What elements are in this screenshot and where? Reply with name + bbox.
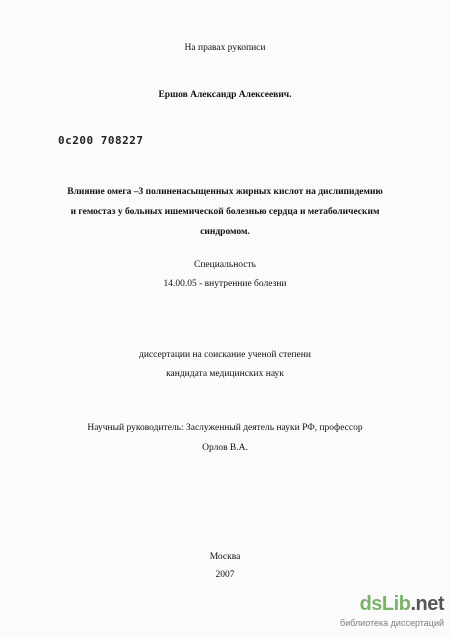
title-line-1: Влияние омега –3 полиненасыщенных жирных кислот на дислипидемию bbox=[67, 187, 383, 197]
watermark-logo-right: .net bbox=[410, 593, 444, 615]
supervisor-name: Орлов В.А. bbox=[202, 443, 248, 453]
degree-line-1: диссертации на соискание ученой степени bbox=[139, 350, 311, 360]
specialty-value: 14.00.05 - внутренние болезни bbox=[163, 279, 287, 289]
title-line-3: синдромом. bbox=[200, 227, 250, 237]
rights-line: На правах рукописи bbox=[184, 43, 266, 53]
author-name: Ершов Александр Алексеевич. bbox=[158, 90, 292, 100]
dslib-watermark bbox=[294, 593, 444, 633]
degree-line-2: кандидата медицинских наук bbox=[166, 369, 284, 379]
watermark-logo bbox=[360, 593, 444, 616]
specialty-label: Специальность bbox=[194, 260, 256, 270]
city: Москва bbox=[209, 552, 241, 562]
supervisor-line: Научный руководитель: Заслуженный деятель науки РФ, профессор bbox=[87, 423, 363, 433]
watermark-logo-left: dsLib bbox=[359, 593, 411, 615]
title-line-2: и гемостаз у больных ишемической болезнью сердца и метаболическим bbox=[70, 207, 380, 217]
year: 2007 bbox=[215, 570, 235, 580]
library-stamp: 0с200 708227 bbox=[58, 134, 144, 147]
watermark-subtitle: библиотека диссертаций bbox=[339, 618, 444, 628]
